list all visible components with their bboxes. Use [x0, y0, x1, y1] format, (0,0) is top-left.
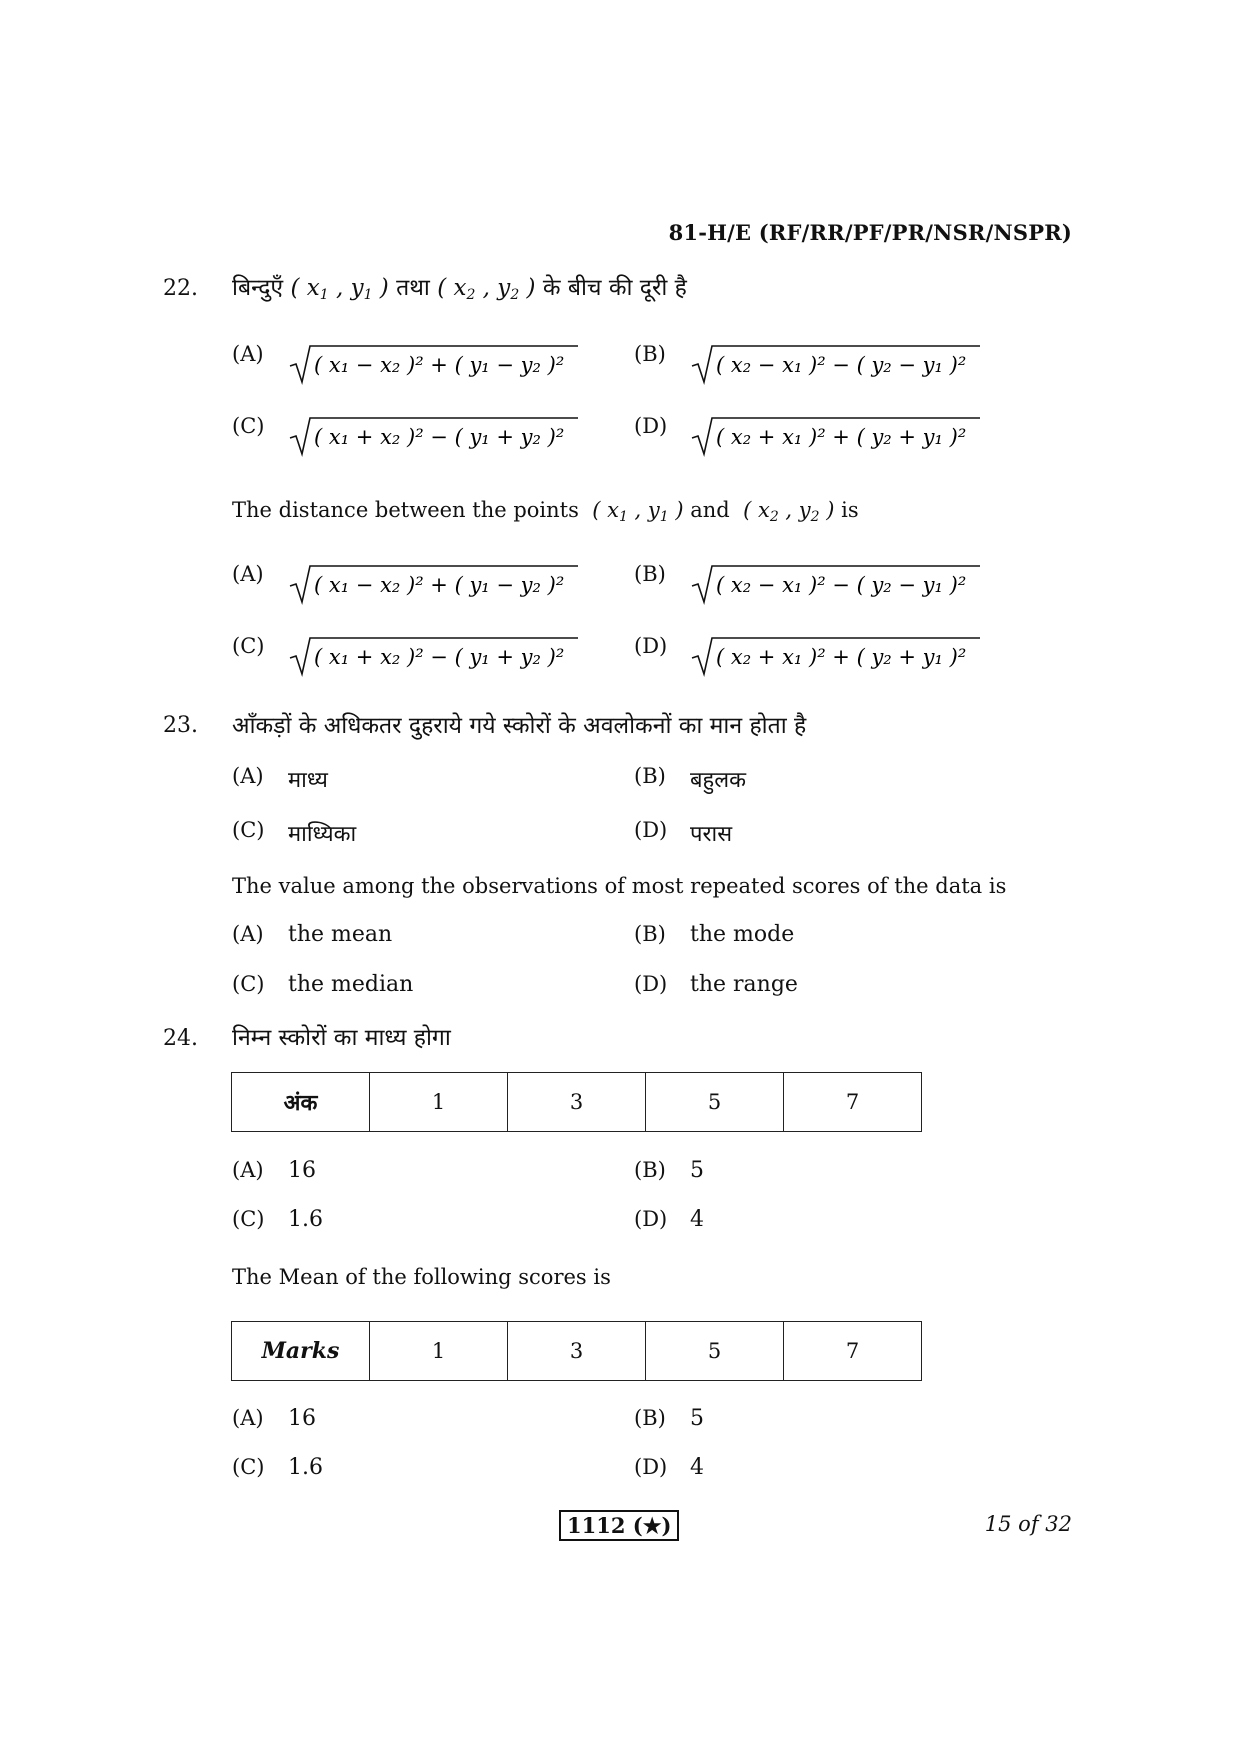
formula-b [690, 342, 990, 386]
formula-d [690, 414, 990, 458]
q22-hindi-suffix: के बीच की दूरी है [542, 275, 687, 301]
q22-english-suffix: is [841, 498, 859, 522]
q22-english-option-d: (D) ( x₂ + x₁ )² + ( y₂ + y₁ )² [634, 634, 990, 678]
q23-hindi-option-a: (A) माध्य [232, 764, 328, 793]
svg-text:( x₁ + x₂ )² − ( y₁ + y₂ )²: ( x₁ + x₂ )² − ( y₁ + y₂ )² [314, 425, 565, 449]
q23-hindi-option-c: (C) माध्यिका [232, 818, 357, 847]
table-row [232, 1322, 922, 1381]
question-22-hindi: बिन्दुएँ ( $x_1$ , $y_1$ ) तथा ( $x_2$ , $y_2$ ) के बीच की दूरी है [232, 275, 687, 303]
table-row [232, 1073, 922, 1132]
svg-text:( x₂ + x₁ )² + ( y₂ + y₁ )²: ( x₂ + x₁ )² + ( y₂ + y₁ )² [716, 425, 967, 449]
table-cell: 3 [508, 1073, 646, 1132]
q22-hindi-option-b: (B) ( x₂ − x₁ )² − ( y₂ − y₁ )² [634, 342, 990, 386]
formula-a [288, 342, 588, 386]
q22-hindi-prefix: बिन्दुएँ [232, 275, 284, 301]
q24-hindi-option-a: (A) 16 [232, 1158, 316, 1183]
question-number-22: 22. [163, 276, 198, 301]
q24-hindi-option-b: (B) 5 [634, 1158, 704, 1183]
table-cell: 1 [370, 1322, 508, 1381]
q22-english-mid: and [690, 498, 730, 522]
svg-text:( x₁ − x₂ )² + ( y₁ − y₂ )²: ( x₁ − x₂ )² + ( y₁ − y₂ )² [314, 353, 565, 377]
table-cell: 3 [508, 1322, 646, 1381]
table-cell: 7 [784, 1322, 922, 1381]
formula-c [288, 414, 588, 458]
paper-code-header: 81-H/E (RF/RR/PF/PR/NSR/NSPR) [668, 220, 1072, 245]
svg-text:( x₂ − x₁ )² − ( y₂ − y₁ )²: ( x₂ − x₁ )² − ( y₂ − y₁ )² [716, 573, 967, 597]
q23-english-option-b: (B) the mode [634, 922, 795, 947]
question-23-english: The value among the observations of most repeated scores of the data is [232, 874, 1007, 898]
table-cell: 1 [370, 1073, 508, 1132]
q22-hindi-option-a: (A) ( x₁ − x₂ )² + ( y₁ − y₂ )² [232, 342, 588, 386]
question-24-hindi: निम्न स्कोरों का माध्य होगा [232, 1025, 451, 1051]
q22-hindi-mid: तथा [396, 275, 430, 301]
q24-english-option-c: (C) 1.6 [232, 1455, 323, 1480]
svg-text:( x₁ − x₂ )² + ( y₁ − y₂ )²: ( x₁ − x₂ )² + ( y₁ − y₂ )² [314, 573, 565, 597]
q22-english-option-c: (C) ( x₁ + x₂ )² − ( y₁ + y₂ )² [232, 634, 588, 678]
question-number-23: 23. [163, 713, 198, 738]
question-24-english: The Mean of the following scores is [232, 1265, 611, 1289]
svg-text:( x₂ − x₁ )² − ( y₂ − y₁ )²: ( x₂ − x₁ )² − ( y₂ − y₁ )² [716, 353, 967, 377]
booklet-code: 1112 (★) [559, 1510, 679, 1541]
table-cell: 5 [646, 1073, 784, 1132]
q22-english-prefix: The distance between the points [232, 498, 579, 522]
page-number: 15 of 32 [984, 1512, 1072, 1536]
question-23-hindi: आँकड़ों के अधिकतर दुहराये गये स्कोरों के अवलोकनों का मान होता है [232, 713, 807, 739]
q23-english-option-a: (A) the mean [232, 922, 393, 947]
q24-english-option-b: (B) 5 [634, 1406, 704, 1431]
question-number-24: 24. [163, 1026, 198, 1051]
english-scores-table [231, 1321, 922, 1381]
table-head-cell: Marks [232, 1322, 370, 1381]
q22-english-option-b: (B) ( x₂ − x₁ )² − ( y₂ − y₁ )² [634, 562, 990, 606]
q22-english-option-a: (A) ( x₁ − x₂ )² + ( y₁ − y₂ )² [232, 562, 588, 606]
svg-text:( x₁ + x₂ )² − ( y₁ + y₂ )²: ( x₁ + x₂ )² − ( y₁ + y₂ )² [314, 645, 565, 669]
q23-english-option-d: (D) the range [634, 972, 798, 997]
q22-hindi-option-c: (C) ( x₁ + x₂ )² − ( y₁ + y₂ )² [232, 414, 588, 458]
table-cell: 5 [646, 1322, 784, 1381]
q24-hindi-option-c: (C) 1.6 [232, 1207, 323, 1232]
q23-hindi-option-d: (D) परास [634, 818, 733, 847]
svg-text:( x₂ + x₁ )² + ( y₂ + y₁ )²: ( x₂ + x₁ )² + ( y₂ + y₁ )² [716, 645, 967, 669]
q23-english-option-c: (C) the median [232, 972, 414, 997]
q24-english-option-a: (A) 16 [232, 1406, 316, 1431]
q22-hindi-option-d: (D) ( x₂ + x₁ )² + ( y₂ + y₁ )² [634, 414, 990, 458]
hindi-scores-table [231, 1072, 922, 1132]
table-head-cell: अंक [232, 1073, 370, 1132]
q24-hindi-option-d: (D) 4 [634, 1207, 704, 1232]
q23-hindi-option-b: (B) बहुलक [634, 764, 747, 793]
question-22-english: The distance between the points ( $x_1$ , $y_1$ ) and ( $x_2$ , $y_2$ ) is [232, 498, 859, 525]
table-cell: 7 [784, 1073, 922, 1132]
q24-english-option-d: (D) 4 [634, 1455, 704, 1480]
